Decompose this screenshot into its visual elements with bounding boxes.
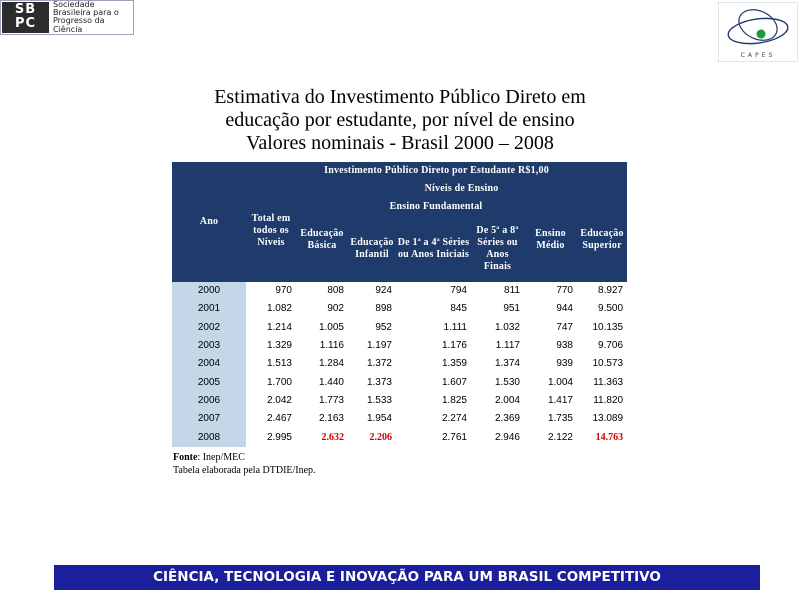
cell-medio: 1.004 [547,376,573,388]
cell-total: 1.329 [266,340,292,352]
cell-total: 1.082 [266,303,292,315]
cell-ano: 2004 [172,355,246,373]
sbpc-mark-line1: SB [14,2,37,17]
header-ensino-fundamental: Ensino Fundamental [348,198,524,216]
table-row [172,410,627,428]
cell-ef2: 1.117 [495,340,520,352]
sbpc-logo [0,0,134,35]
table-row [172,373,627,391]
title-line-3: Valores nominais - Brasil 2000 – 2008 [246,132,554,154]
cell-medio: 1.417 [547,394,573,406]
cell-basica: 1.773 [318,394,344,406]
sbpc-name-line: Brasileira para o [53,8,119,18]
cell-total: 2.995 [266,431,292,443]
cell-medio: 770 [556,285,573,297]
cell-infantil: 1.533 [366,394,392,406]
cell-ano: 2007 [172,410,246,428]
title-line-1: Estimativa do Investimento Público Direto em [214,86,586,108]
sbpc-name-line: Sociedade [53,0,95,9]
cell-infantil: 1.954 [366,413,392,425]
table-row [172,392,627,410]
cell-basica: 1.284 [318,358,344,370]
cell-medio: 747 [556,321,573,333]
cell-infantil: 1.373 [366,376,392,388]
cell-ef1: 845 [450,303,467,315]
cell-ef2: 2.369 [494,413,520,425]
cell-infantil: 898 [375,303,392,315]
cell-basica: 808 [327,285,344,297]
cell-basica: 902 [327,303,344,315]
col-header-ano: Ano [172,162,246,282]
cell-total: 1.513 [266,358,292,370]
sbpc-mark [2,2,49,33]
cell-basica: 1.440 [318,376,344,388]
cell-infantil: 1.372 [366,358,392,370]
cell-ef2: 1.374 [494,358,520,370]
cell-ano: 2006 [172,392,246,410]
source-notes [173,451,316,477]
sbpc-name-line: Ciência [53,24,83,34]
cell-ef1: 2.761 [441,431,467,443]
cell-ef2: 2.946 [494,431,520,443]
sbpc-name [53,1,135,34]
cell-ef1: 2.274 [441,413,467,425]
capes-logo [718,2,798,62]
col-header-educacao-superior: Educação Superior [577,198,627,282]
title-line-2: educação por estudante, por nível de ensino [225,109,575,131]
cell-ano: 2003 [172,337,246,355]
cell-total: 1.700 [266,376,292,388]
cell-ef2: 1.530 [494,376,520,388]
table-row [172,319,627,337]
table-row [172,337,627,355]
cell-superior: 10.573 [592,358,624,370]
table-row [172,282,627,300]
col-header-anos-iniciais: De 1ª a 4ª Séries ou Anos Iniciais [396,216,471,282]
cell-infantil: 2.206 [369,431,392,443]
cell-superior: 11.363 [593,376,624,388]
cell-total: 1.214 [266,321,292,333]
cell-basica: 2.163 [318,413,344,425]
cell-ef1: 794 [450,285,467,297]
cell-basica: 1.116 [319,340,344,352]
cell-ano: 2005 [172,373,246,391]
cell-ano: 2000 [172,282,246,300]
cell-medio: 944 [556,303,573,315]
cell-superior: 13.089 [592,413,624,425]
table-row [172,355,627,373]
cell-medio: 1.735 [547,413,573,425]
cell-superior: 10.135 [592,321,624,333]
source-line [173,451,316,464]
cell-ano: 2008 [172,428,246,446]
header-niveis: Níveis de Ensino [296,180,627,198]
cell-medio: 2.122 [547,431,573,443]
col-header-ensino-medio: Ensino Médio [524,198,577,282]
cell-medio: 938 [556,340,573,352]
capes-wordmark: CAPES [740,52,776,59]
credit-line: Tabela elaborada pela DTDIE/Inep. [173,465,316,476]
cell-total: 2.042 [266,394,292,406]
cell-ef1: 1.111 [443,321,467,333]
source-label: Fonte [173,452,198,463]
cell-infantil: 924 [375,285,392,297]
cell-total: 970 [275,285,292,297]
sbpc-name-line: Progresso da [53,16,105,26]
cell-ano: 2001 [172,300,246,318]
cell-basica: 1.005 [318,321,344,333]
col-header-educacao-infantil: Educação Infantil [348,216,396,282]
header-main: Investimento Público Direto por Estudante R$1,00 [246,162,627,180]
capes-orbit-icon [723,5,793,51]
cell-ef1: 1.607 [441,376,467,388]
cell-superior: 8.927 [598,285,624,297]
cell-superior: 14.763 [595,431,624,443]
col-header-anos-finais: De 5ª a 8ª Séries ou Anos Finais [471,216,524,282]
table-row [172,300,627,318]
cell-basica: 2.632 [321,431,344,443]
col-header-educacao-basica: Educação Básica [296,198,348,282]
cell-ef2: 811 [504,285,520,297]
cell-infantil: 1.197 [366,340,392,352]
cell-medio: 939 [556,358,573,370]
cell-ef2: 1.032 [494,321,520,333]
cell-ef2: 951 [503,303,520,315]
table-row [172,428,627,446]
footer-banner: CIÊNCIA, TECNOLOGIA E INOVAÇÃO PARA UM BRASIL COMPETITIVO [54,565,760,590]
cell-ano: 2002 [172,319,246,337]
cell-superior: 9.706 [598,340,624,352]
cell-ef2: 2.004 [494,394,520,406]
cell-superior: 11.820 [593,394,624,406]
col-header-total: Total em todos os Níveis [246,180,296,282]
source-value: : Inep/MEC [197,452,245,463]
cell-infantil: 952 [375,321,392,333]
cell-superior: 9.500 [598,303,624,315]
cell-ef1: 1.176 [441,340,467,352]
cell-total: 2.467 [266,413,292,425]
slide-title [150,86,650,155]
investment-table [172,162,627,447]
cell-ef1: 1.359 [441,358,467,370]
cell-ef1: 1.825 [441,394,467,406]
sbpc-mark-line2: PC [14,16,37,31]
table-body [172,282,627,447]
